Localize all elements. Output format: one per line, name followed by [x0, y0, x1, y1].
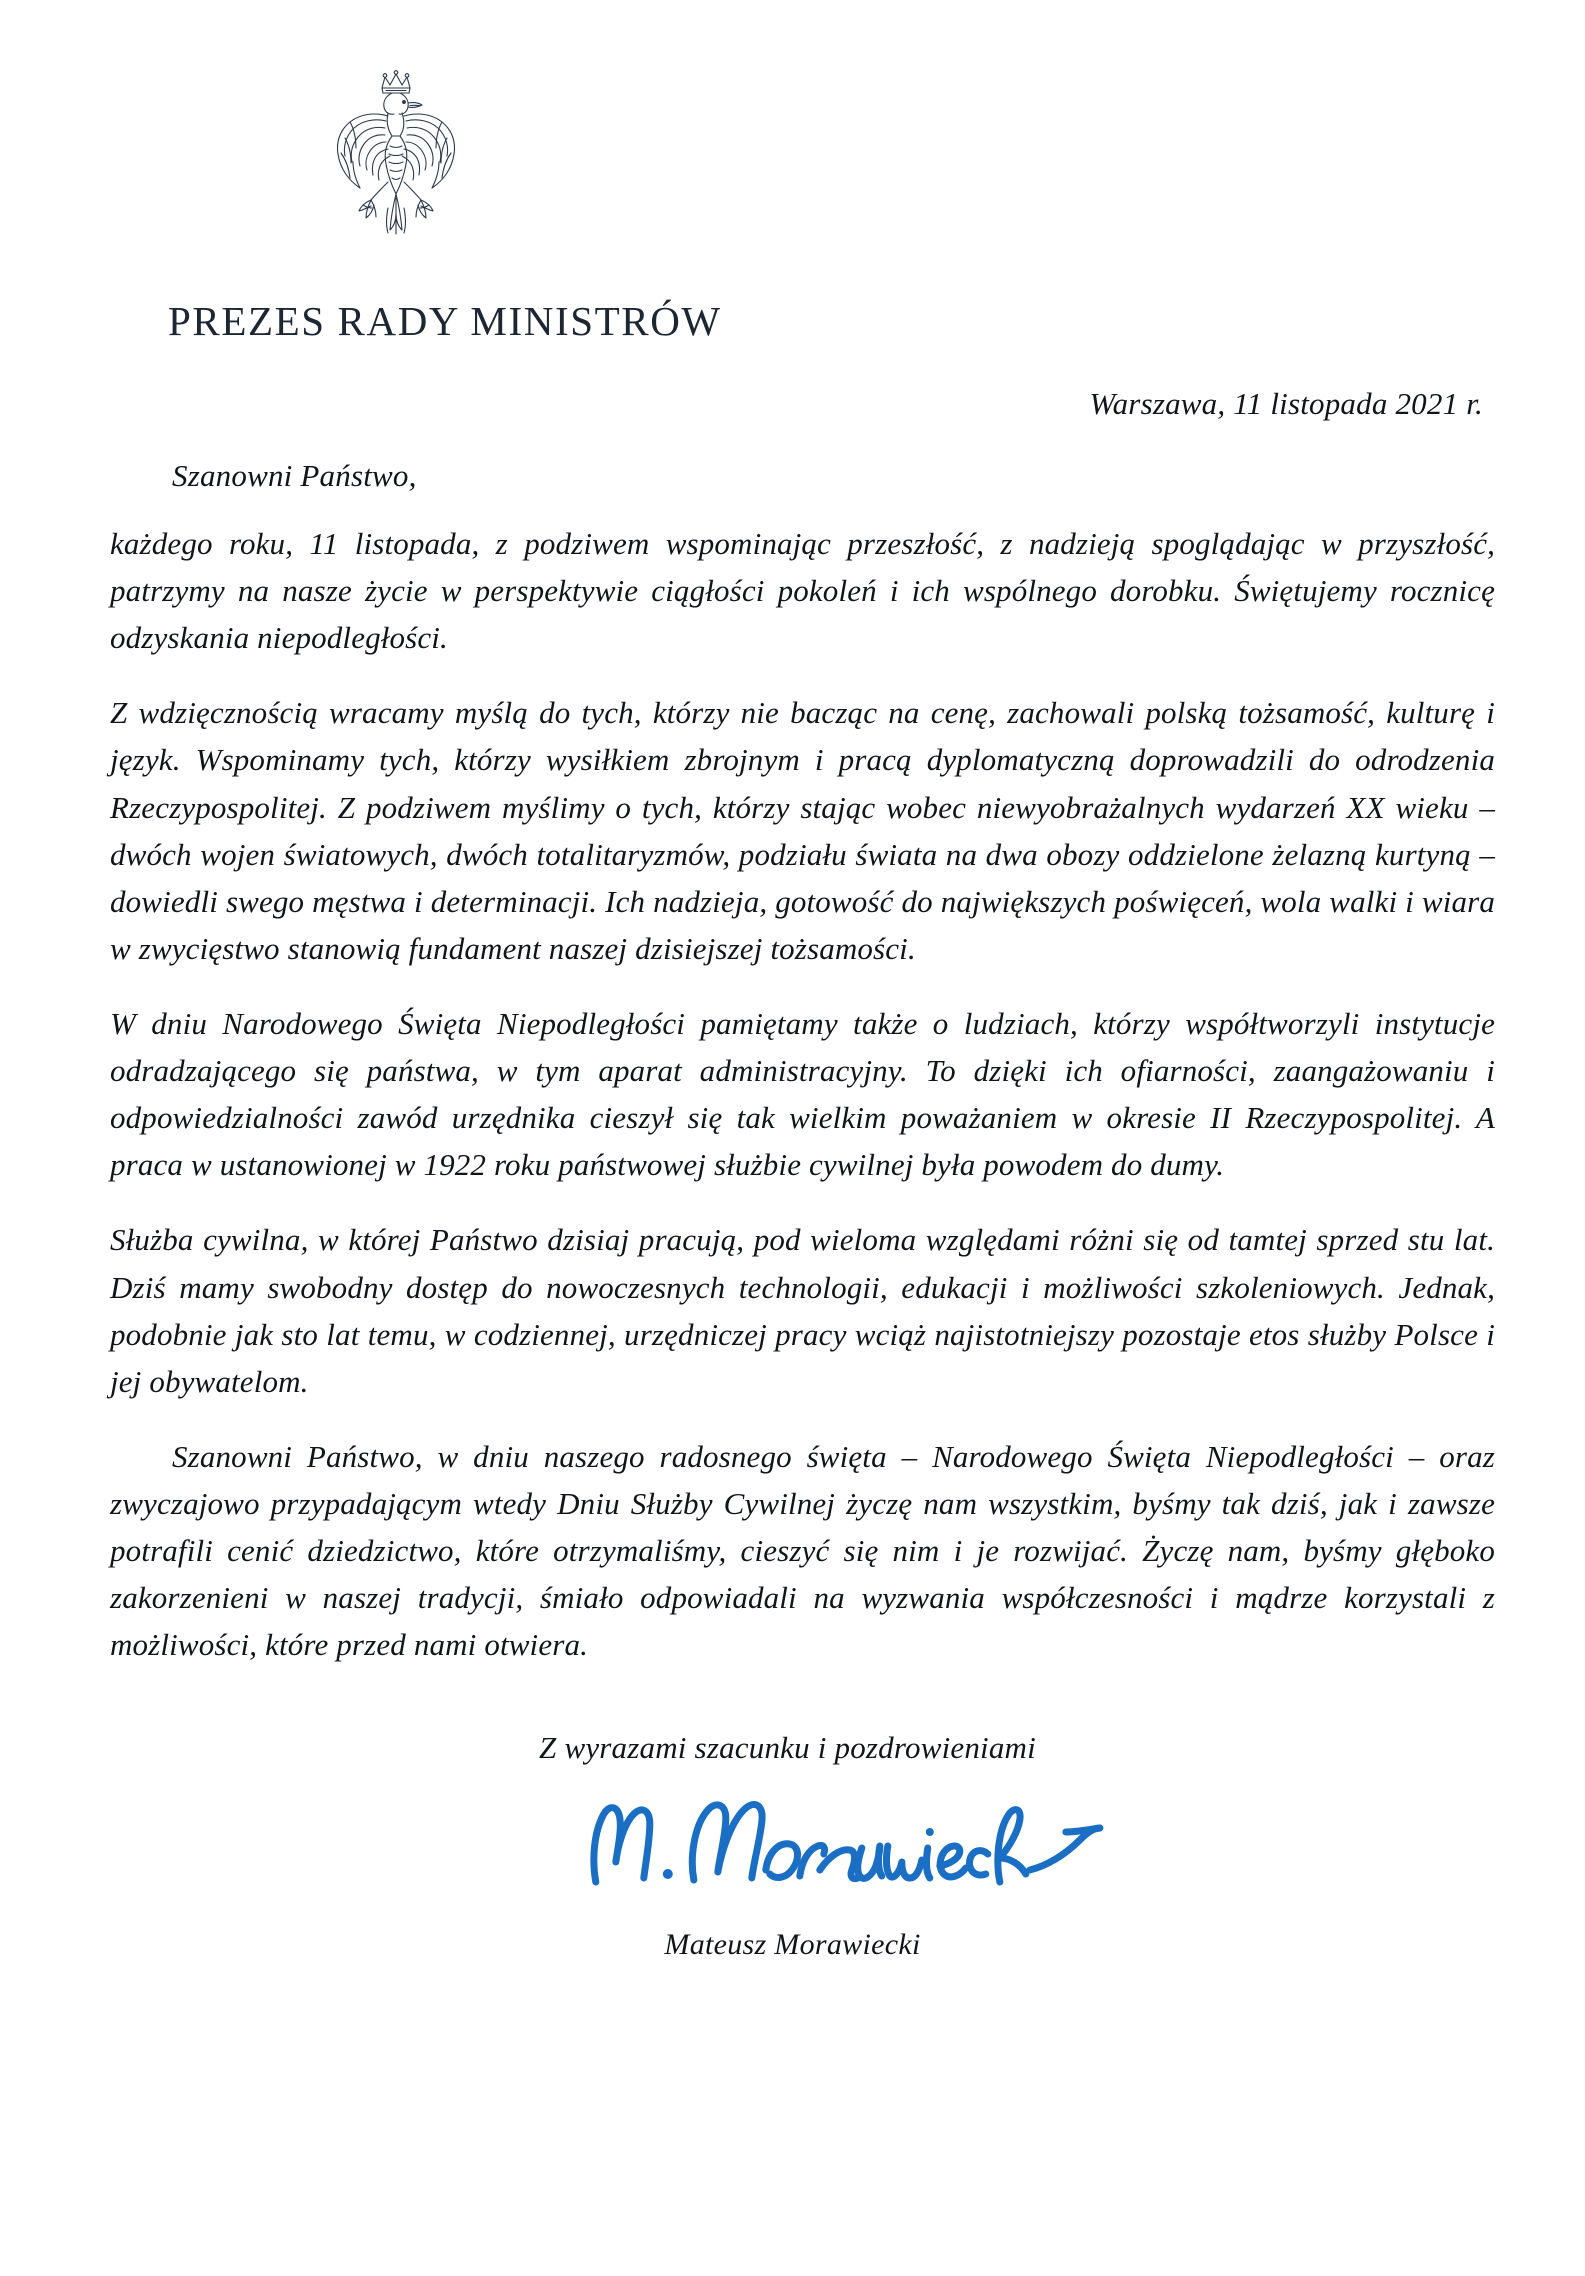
- letterhead: [0, 0, 1585, 360]
- letter-body: [110, 380, 1495, 1962]
- paragraph-2: Z wdzięcznością wracamy myślą do tych, którzy nie bacząc na cenę, zachowali polską tożsamość, kulturę i język. Wspominamy tych, którzy wysiłkiem zbrojnym i pracą dyplomatyczną doprowadzili do odrodzenia Rzeczypospolitej. Z podziwem myślimy o tych, którzy stając wobec niewyobrażalnych wydarzeń XX wieku – dwóch wojen światowych, dwóch totalitaryzmów, podziału świata na dwa obozy oddzielone żelazną kurtyną – dowiedli swego męstwa i determinacji. Ich nadzieja, gotowość do największych poświęceń, wola walki i wiara w zwycięstwo stanowią fundament naszej dzisiejszej tożsamości.: [110, 695, 1495, 966]
- polish-eagle-coat-of-arms-icon: [316, 58, 476, 258]
- salutation: Szanowni Państwo,: [172, 458, 417, 493]
- page-title: PREZES RADY MINISTRÓW: [168, 298, 722, 344]
- closing-block: [110, 1730, 1495, 1962]
- signature-image: [110, 1774, 1495, 1924]
- signer-name: Mateusz Morawiecki: [664, 1928, 921, 1962]
- paragraph-1: każdego roku, 11 listopada, z podziwem wspominając przeszłość, z nadzieją spoglądając w przyszłość, patrzymy na nasze życie w perspektywie ciągłości pokoleń i ich wspólnego dorobku. Świętujemy rocznicę odzyskania niepodległości.: [110, 526, 1495, 656]
- paragraph-4: Służba cywilna, w której Państwo dzisiaj pracują, pod wieloma względami różni się od tamtej sprzed stu lat. Dziś mamy swobodny dostęp do nowoczesnych technologii, edukacji i możliwości szkoleniowych. Jednak, podobnie jak sto lat temu, w codziennej, urzędniczej pracy wciąż najistotniejszy pozostaje etos służby Polsce i jej obywatelom.: [110, 1222, 1495, 1399]
- closing-salutation: Z wyrazami szacunku i pozdrowieniami: [539, 1730, 1036, 1766]
- paragraph-5: Szanowni Państwo, w dniu naszego radosnego święta – Narodowego Święta Niepodległości – oraz zwyczajowo przypadającym wtedy Dniu Służby Cywilnej życzę nam wszystkim, byśmy tak dziś, jak i zawsze potrafili cenić dziedzictwo, które otrzymaliśmy, cieszyć się nim i je rozwijać. Życzę nam, byśmy głęboko zakorzenieni w naszej tradycji, śmiało odpowiadali na wyzwania współczesności i mądrze korzystali z możliwości, które przed nami otwiera.: [110, 1438, 1495, 1663]
- paragraph-3: W dniu Narodowego Święta Niepodległości pamiętamy także o ludziach, którzy współtworzyli instytucje odradzającego się państwa, w tym aparat administracyjny. To dzięki ich ofiarności, zaangażowaniu i odpowiedzialności zawód urzędnika cieszył się tak wielkim poważaniem w okresie II Rzeczypospolitej. A praca w ustanowionej w 1922 roku państwowej służbie cywilnej była powodem do dumy.: [110, 1005, 1495, 1183]
- place-and-date: Warszawa, 11 listopada 2021 r.: [1089, 386, 1483, 421]
